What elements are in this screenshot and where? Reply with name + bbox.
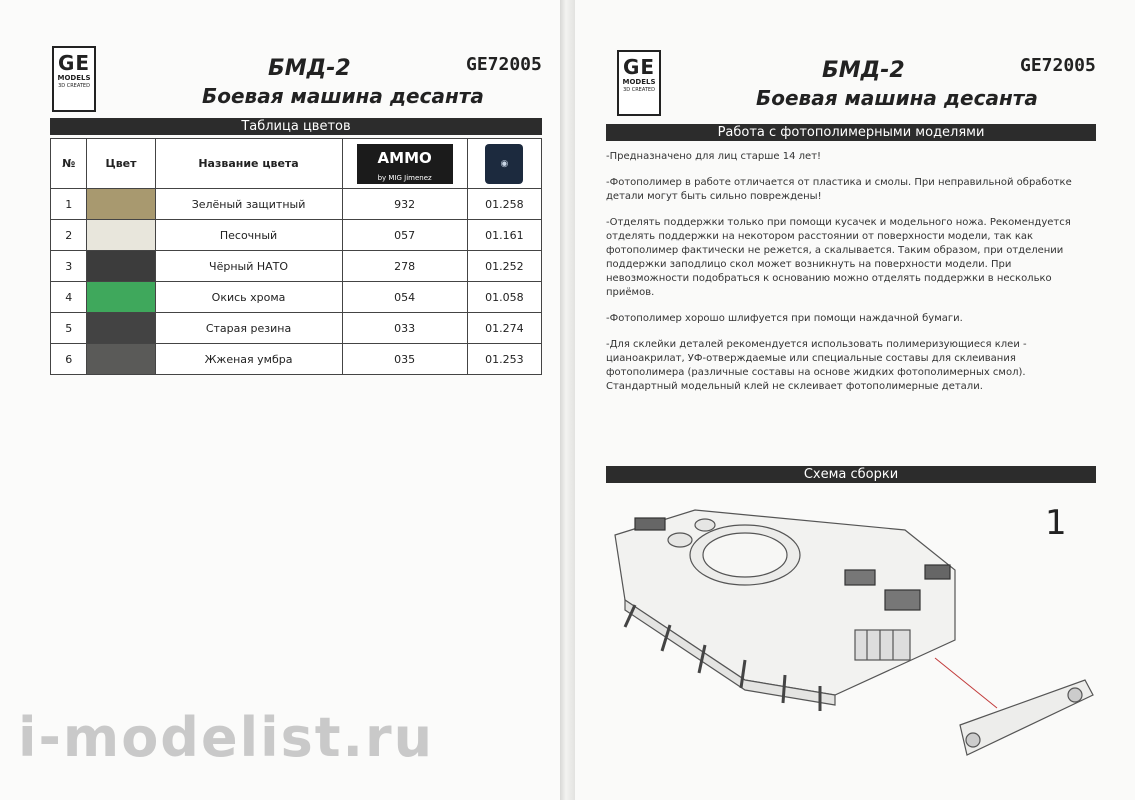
color-name: Жженая умбра: [155, 344, 342, 375]
color-name: Старая резина: [155, 313, 342, 344]
row-number: 1: [51, 189, 87, 220]
brand2-code: 01.252: [467, 251, 541, 282]
col-color-header: Цвет: [87, 139, 155, 189]
logo-line1: MODELS: [622, 78, 656, 86]
paint-brand-emblem-icon: ◉: [485, 144, 523, 184]
assembly-diagram: [605, 490, 1095, 790]
instruction-paragraph: -Отделять поддержки только при помощи кусачек и модельного ножа. Рекомендуется отделять поддержки на некотором расстоянии от поверхности модели, так как фотополимер фактически не режется, а скалывается. Таким образом, при отделении поддержки заподлицо скол может возникнуть на поверхности модели. При невозможности подобраться к основанию можно отделять поддержки в несколько приёмов.: [606, 217, 1071, 298]
table-row: [51, 282, 542, 313]
logo-line2: 3D CREATED: [58, 83, 90, 89]
row-number: 5: [51, 313, 87, 344]
page-subtitle-right: Боевая машина десанта: [756, 86, 1038, 110]
table-row: [51, 189, 542, 220]
color-name: Зелёный защитный: [155, 189, 342, 220]
instruction-paragraph: -Фотополимер в работе отличается от пластика и смолы. При неправильной обработке детали могут быть сильно повреждены!: [606, 177, 1072, 202]
page-subtitle: Боевая машина десанта: [202, 84, 484, 108]
color-table: [50, 138, 542, 375]
instruction-paragraph: -Для склейки деталей рекомендуется использовать полимеризующиеся клеи - цианоакрилат, УФ-отверждаемые или специальные составы для склеивания фотополимера (различные составы на основе жидких фотополимерных смол). Стандартный модельный клей не склеивает фотополимерные детали.: [606, 339, 1027, 392]
color-swatch: [87, 251, 155, 282]
color-name: Окись хрома: [155, 282, 342, 313]
ammo-code: 033: [342, 313, 467, 344]
ammo-code: 057: [342, 220, 467, 251]
ammo-code: 932: [342, 189, 467, 220]
logo-line1: MODELS: [57, 74, 91, 82]
col-num-header: №: [51, 139, 87, 189]
row-number: 4: [51, 282, 87, 313]
brand2-code: 01.274: [467, 313, 541, 344]
kit-code: GE72005: [466, 54, 542, 75]
col-name-header: Название цвета: [155, 139, 342, 189]
photopolymer-section-title: Работа с фотополимерными моделями: [606, 124, 1096, 141]
color-swatch: [87, 189, 155, 220]
page-title-right: БМД-2: [822, 58, 905, 83]
color-swatch: [87, 282, 155, 313]
color-table-title: Таблица цветов: [50, 118, 542, 135]
ge-models-logo: [52, 46, 96, 112]
brand2-code: 01.258: [467, 189, 541, 220]
ammo-logo: AMMO by MIG Jimenez: [357, 144, 453, 184]
table-row: [51, 220, 542, 251]
color-name: Чёрный НАТО: [155, 251, 342, 282]
instruction-paragraph: -Фотополимер хорошо шлифуется при помощи наждачной бумаги.: [606, 313, 963, 324]
brand2-code: 01.161: [467, 220, 541, 251]
kit-code-right: GE72005: [1020, 55, 1096, 76]
step-number: 1: [1045, 503, 1067, 543]
color-name: Песочный: [155, 220, 342, 251]
row-number: 3: [51, 251, 87, 282]
logo-line2: 3D CREATED: [623, 87, 655, 93]
table-row: [51, 251, 542, 282]
ammo-logo-header: [342, 139, 467, 189]
instruction-paragraph: -Предназначено для лиц старше 14 лет!: [606, 151, 822, 162]
row-number: 6: [51, 344, 87, 375]
ammo-code: 054: [342, 282, 467, 313]
ammo-code: 035: [342, 344, 467, 375]
logo-text: GE: [57, 51, 91, 75]
ammo-code: 278: [342, 251, 467, 282]
brand2-code: 01.058: [467, 282, 541, 313]
row-number: 2: [51, 220, 87, 251]
logo-text: GE: [622, 55, 656, 79]
ge-models-logo-right: [617, 50, 661, 116]
brand2-logo-header: [467, 139, 541, 189]
color-swatch: [87, 313, 155, 344]
watermark: i-modelist.ru: [18, 706, 435, 769]
brand2-code: 01.253: [467, 344, 541, 375]
page-fold: [560, 0, 575, 800]
table-header-row: [51, 139, 542, 189]
color-swatch: [87, 344, 155, 375]
assembly-section-title: Схема сборки: [606, 466, 1096, 483]
table-row: [51, 313, 542, 344]
table-row: [51, 344, 542, 375]
instructions-text: [606, 150, 1096, 406]
assembly-guide-line: [935, 658, 997, 708]
color-swatch: [87, 220, 155, 251]
rear-plate-part: [960, 680, 1093, 755]
page-title: БМД-2: [268, 56, 351, 81]
